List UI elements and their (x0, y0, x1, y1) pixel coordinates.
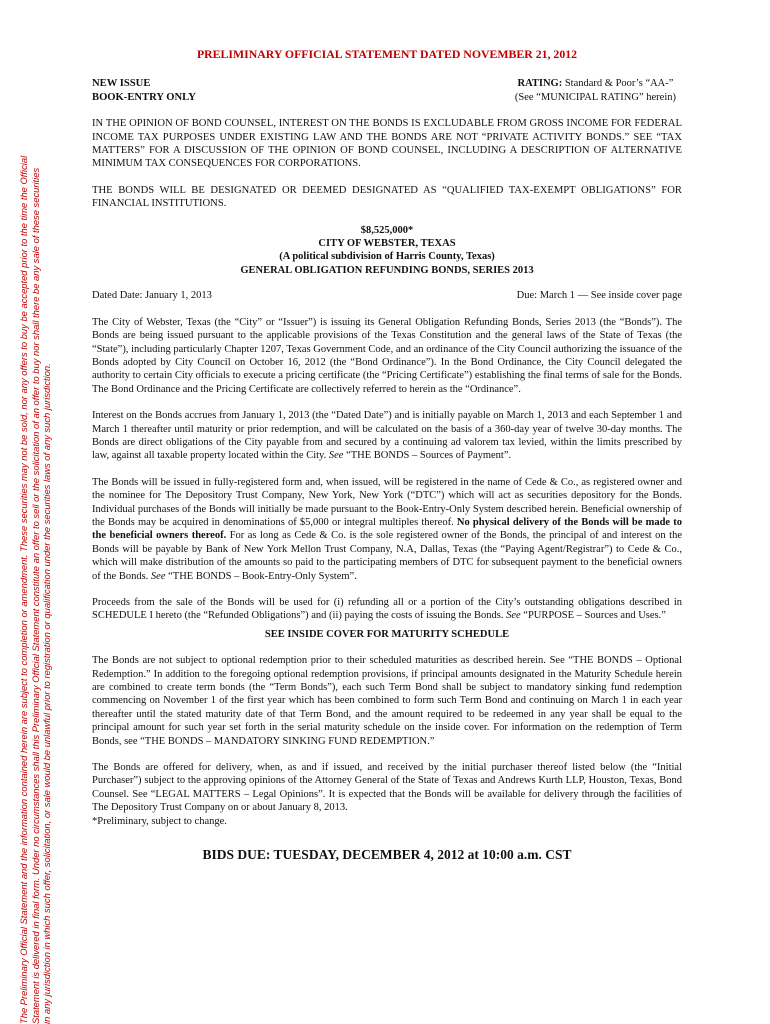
notice-line-1: The Preliminary Official Statement and the information contained herein are subject to completion or amendment. These securities may not be sold, nor any offers to buy be accepted prior to the time the Official (18, 155, 29, 1024)
rating-value: Standard & Poor’s “AA-” (562, 78, 674, 90)
see-reference: See (506, 610, 521, 622)
rating-block (515, 77, 682, 104)
preliminary-footnote: *Preliminary, subject to change. (92, 815, 227, 827)
paragraph-book-entry: The Bonds will be issued in fully-registered form and, when issued, will be registered in the name of Cede & Co., as registered owner and the nominee for The Depository Trust Company, New York, New York (“DTC”) which will act as securities depository for the Bonds. Individual purchases of the Bonds will initially be made pursuant to the Book-Entry-Only System described herein. Beneficial ownership of the Bonds may be acquired in denominations of $5,000 or integral multiples thereof. No physical delivery of the Bonds will be made to the beneficial owners thereof. For as long as Cede & Co. is the sole registered owner of the Bonds, the principal of and interest on the Bonds will be payable by Bank of New York Mellon Trust Company, N.A, Dallas, Texas (the “Paying Agent/Registrar”) to Cede & Co., which will make distribution of the amounts so paid to the participating members of DTC for subsequent payment to the beneficial owners of the Bonds. See “THE BONDS – Book-Entry-Only System”. (92, 476, 683, 582)
paragraph-proceeds: Proceeds from the sale of the Bonds will be used for (i) refunding all or a portion of the City’s outstanding obligations described in SCHEDULE I hereto (the “Refunded Obligations”) and (ii) paying the costs of issuing the Bonds. See “PURPOSE – Sources and Uses.” (92, 597, 682, 622)
bids-due: BIDS DUE: TUESDAY, DECEMBER 4, 2012 at 10:00 a.m. CST (202, 847, 572, 863)
see-reference: See (150, 570, 166, 582)
paragraph-interest: Interest on the Bonds accrues from January 1, 2013 (the “Dated Date”) and is initially payable on March 1, 2013 and each September 1 and March 1 thereafter until maturity or prior redemption, and will be calculated on the basis of a 360-day year of twelve 30-day months. The Bonds are direct obligations of the City payable from and secured by a continuing ad valorem tax levied, within the limits prescribed by law, against all taxable property located within the City. See “THE BONDS – Sources of Payment”. (92, 410, 682, 462)
issuer-subdivision: (A political subdivision of Harris County, Texas) (279, 251, 495, 263)
paragraph-delivery: The Bonds are offered for delivery, when, as and if issued, and received by the initial purchaser thereof listed below (the “Initial Purchaser”) subject to the approving opinions of the Attorney General of the State of Texas and Andrews Kurth LLP, Houston, Texas, Bond Counsel. See “LEGAL MATTERS – Legal Opinions”. It is expected that the Bonds will be available for delivery through the facilities of The Depository Trust Company on or about January 8, 2013. (92, 762, 682, 814)
dates-row (92, 289, 682, 302)
rating-label: RATING: (517, 78, 563, 90)
official-statement-cover (92, 48, 682, 862)
new-issue-label: NEW ISSUE (92, 78, 151, 90)
issue-heading (92, 224, 682, 278)
rating-note: (See “MUNICIPAL RATING” herein) (514, 91, 676, 103)
issue-amount: $8,525,000* (360, 224, 414, 236)
header-row (92, 77, 682, 104)
qualified-obligations: THE BONDS WILL BE DESIGNATED OR DEEMED DESIGNATED AS “QUALIFIED TAX-EXEMPT OBLIGATIONS” FOR FINANCIAL INSTITUTIONS. (92, 184, 682, 210)
notice-line-2: Statement is delivered in final form. Under no circumstances shall this Preliminary Official Statement constitute an offer to sell or the solicitation of an offer to buy nor shall there be any sale of these securities (29, 167, 41, 1024)
paragraph-issuance: The City of Webster, Texas (the “City” or “Issuer”) is issuing its General Obligation Refunding Bonds, Series 2013 (the “Bonds”). The Bonds are being issued pursuant to the applicable provisions of the Texas Constitution and the general laws of the State of Texas (the “State”), including particularly Chapter 1207, Texas Government Code, and an ordinance of the City Council authorizing the issuance of the Bonds adopted by City Council on October 16, 2012 (the “Bond Ordinance”). In the Bond Ordinance, the City Council delegated the authority to certain City officials to execute a pricing certificate (the “Pricing Certificate”) establishing the final terms of sale for the Bonds. The Bond Ordinance and the Pricing Certificate are collectively referred to herein as the “Ordinance”. (92, 316, 682, 395)
bonds-name: GENERAL OBLIGATION REFUNDING BONDS, SERIES 2013 (240, 264, 534, 276)
due-date: Due: March 1 — See inside cover page (516, 290, 682, 302)
notice-line-3: in any jurisdiction in which such offer, solicitation, or sale would be unlawful prior to registration or qualification under the securities laws of any such jurisdiction. (41, 363, 53, 1024)
tax-opinion: IN THE OPINION OF BOND COUNSEL, INTEREST ON THE BONDS IS EXCLUDABLE FROM GROSS INCOME FOR FEDERAL INCOME TAX PURPOSES UNDER EXISTING LAW AND THE BONDS ARE NOT “PRIVATE ACTIVITY BONDS.” SEE “TAX MATTERS” FOR A DISCUSSION OF THE OPINION OF BOND COUNSEL, INCLUDING A DESCRIPTION OF ALTERNATIVE MINIMUM TAX CONSEQUENCES FOR CORPORATIONS. (92, 118, 682, 170)
dated-date: Dated Date: January 1, 2013 (92, 290, 212, 302)
book-entry-label: BOOK-ENTRY ONLY (92, 91, 196, 103)
red-herring-notice (18, 0, 76, 1024)
see-reference: See (328, 450, 344, 462)
maturity-schedule-heading: SEE INSIDE COVER FOR MATURITY SCHEDULE (264, 628, 510, 640)
no-physical-delivery: No physical delivery of the Bonds will be made to the beneficial owners thereof. (92, 516, 683, 542)
issuer-name: CITY OF WEBSTER, TEXAS (318, 238, 456, 250)
document-title: PRELIMINARY OFFICIAL STATEMENT DATED NOVEMBER 21, 2012 (196, 47, 578, 61)
paragraph-redemption: The Bonds are not subject to optional redemption prior to their scheduled maturities as described herein. See “THE BONDS – Optional Redemption.” In addition to the foregoing optional redemption provisions, if principal amounts designated in the Maturity Schedule herein are combined to create term bonds (the “Term Bonds”), each such Term Bond shall be subject to mandatory sinking fund redemption commencing on November 1 of the first year which has been combined to form such Term Bond and continuing on March 1 in each year thereafter until the stated maturity date of that Term Bond, and the amount required to be redeemed in any year shall be equal to the principal amount for such year set forth in the serial maturity schedule on the inside cover. For information on the redemption of Term Bonds, see “THE BONDS – MANDATORY SINKING FUND REDEMPTION.” (92, 655, 682, 747)
issue-type (92, 77, 196, 104)
